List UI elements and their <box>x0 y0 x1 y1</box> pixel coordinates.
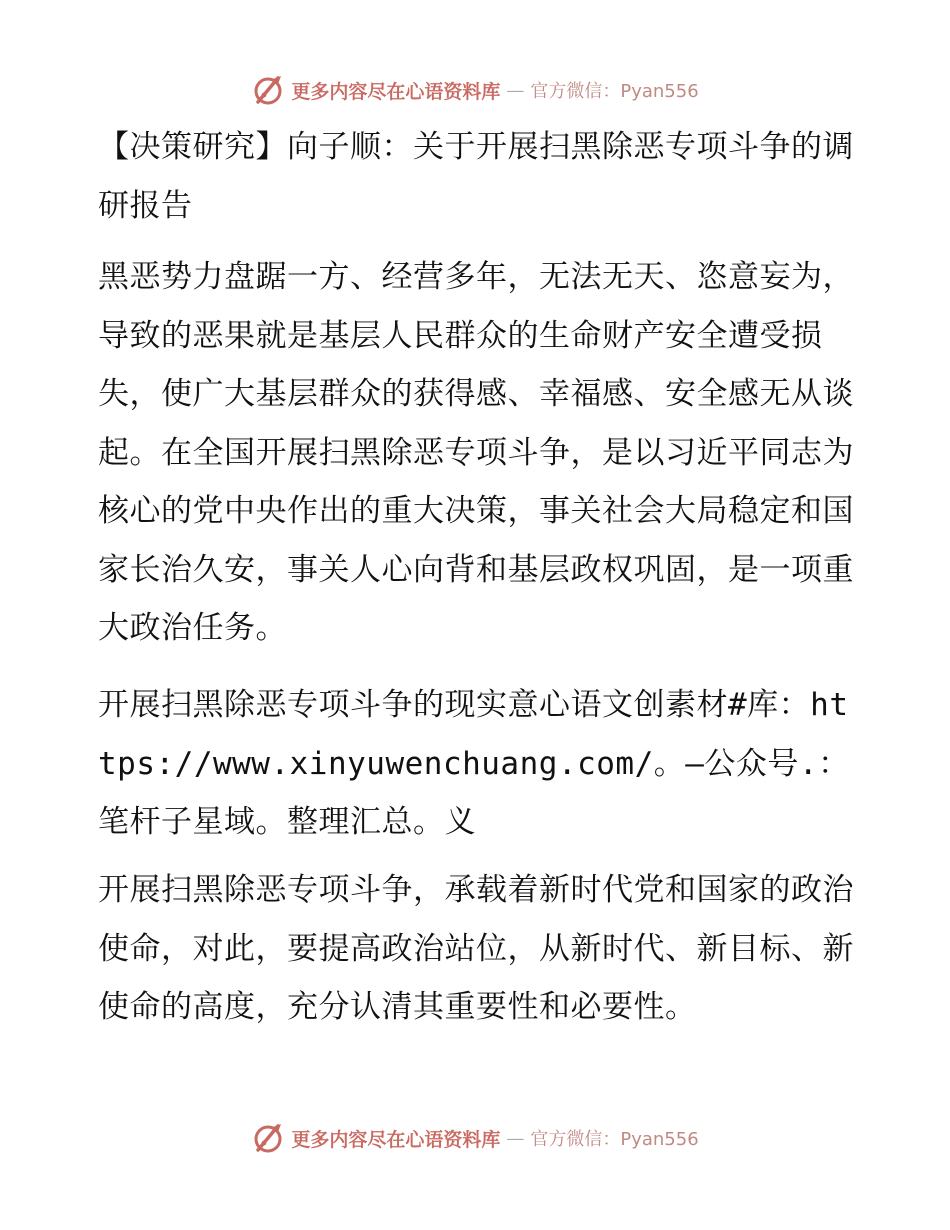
banner-wechat-text: 官方微信：Pyan556 <box>530 81 699 102</box>
banner-separator: — <box>506 79 525 101</box>
banner-separator: — <box>506 1127 525 1149</box>
banner-wechat-text: 官方微信：Pyan556 <box>530 1129 699 1150</box>
paragraph-2: 开展扫黑除恶专项斗争的现实意心语文创素材#库：https://www.xinyuwenchuang.com/。—公众号.：笔杆子星域。整理汇总。义 <box>98 687 850 840</box>
banner-site-text: 更多内容尽在心语资料库 <box>291 1128 501 1151</box>
paragraph-1: 黑恶势力盘踞一方、经营多年，无法无天、恣意妄为，导致的恶果就是基层人民群众的生命财产安全遭受损失，使广大基层群众的获得感、幸福感、安全感无从谈起。在全国开展扫黑除恶专项斗争，是以习近平同志为核心的党中央作出的重大决策，事关社会大局稳定和国家长治久安，事关人心向背和基层政权巩固，是一项重大政治任务。 <box>98 259 854 646</box>
document-title: 【决策研究】向子顺：关于开展扫黑除恶专项斗争的调研报告 <box>98 129 854 224</box>
banner-site-text: 更多内容尽在心语资料库 <box>291 80 501 103</box>
paragraph-3: 开展扫黑除恶专项斗争，承载着新时代党和国家的政治使命，对此，要提高政治站位，从新时代、新目标、新使命的高度，充分认清其重要性和必要性。 <box>98 872 854 1025</box>
footer-banner <box>0 1118 950 1158</box>
quill-seal-icon <box>251 73 285 107</box>
header-banner <box>0 70 950 110</box>
quill-seal-icon <box>251 1121 285 1155</box>
